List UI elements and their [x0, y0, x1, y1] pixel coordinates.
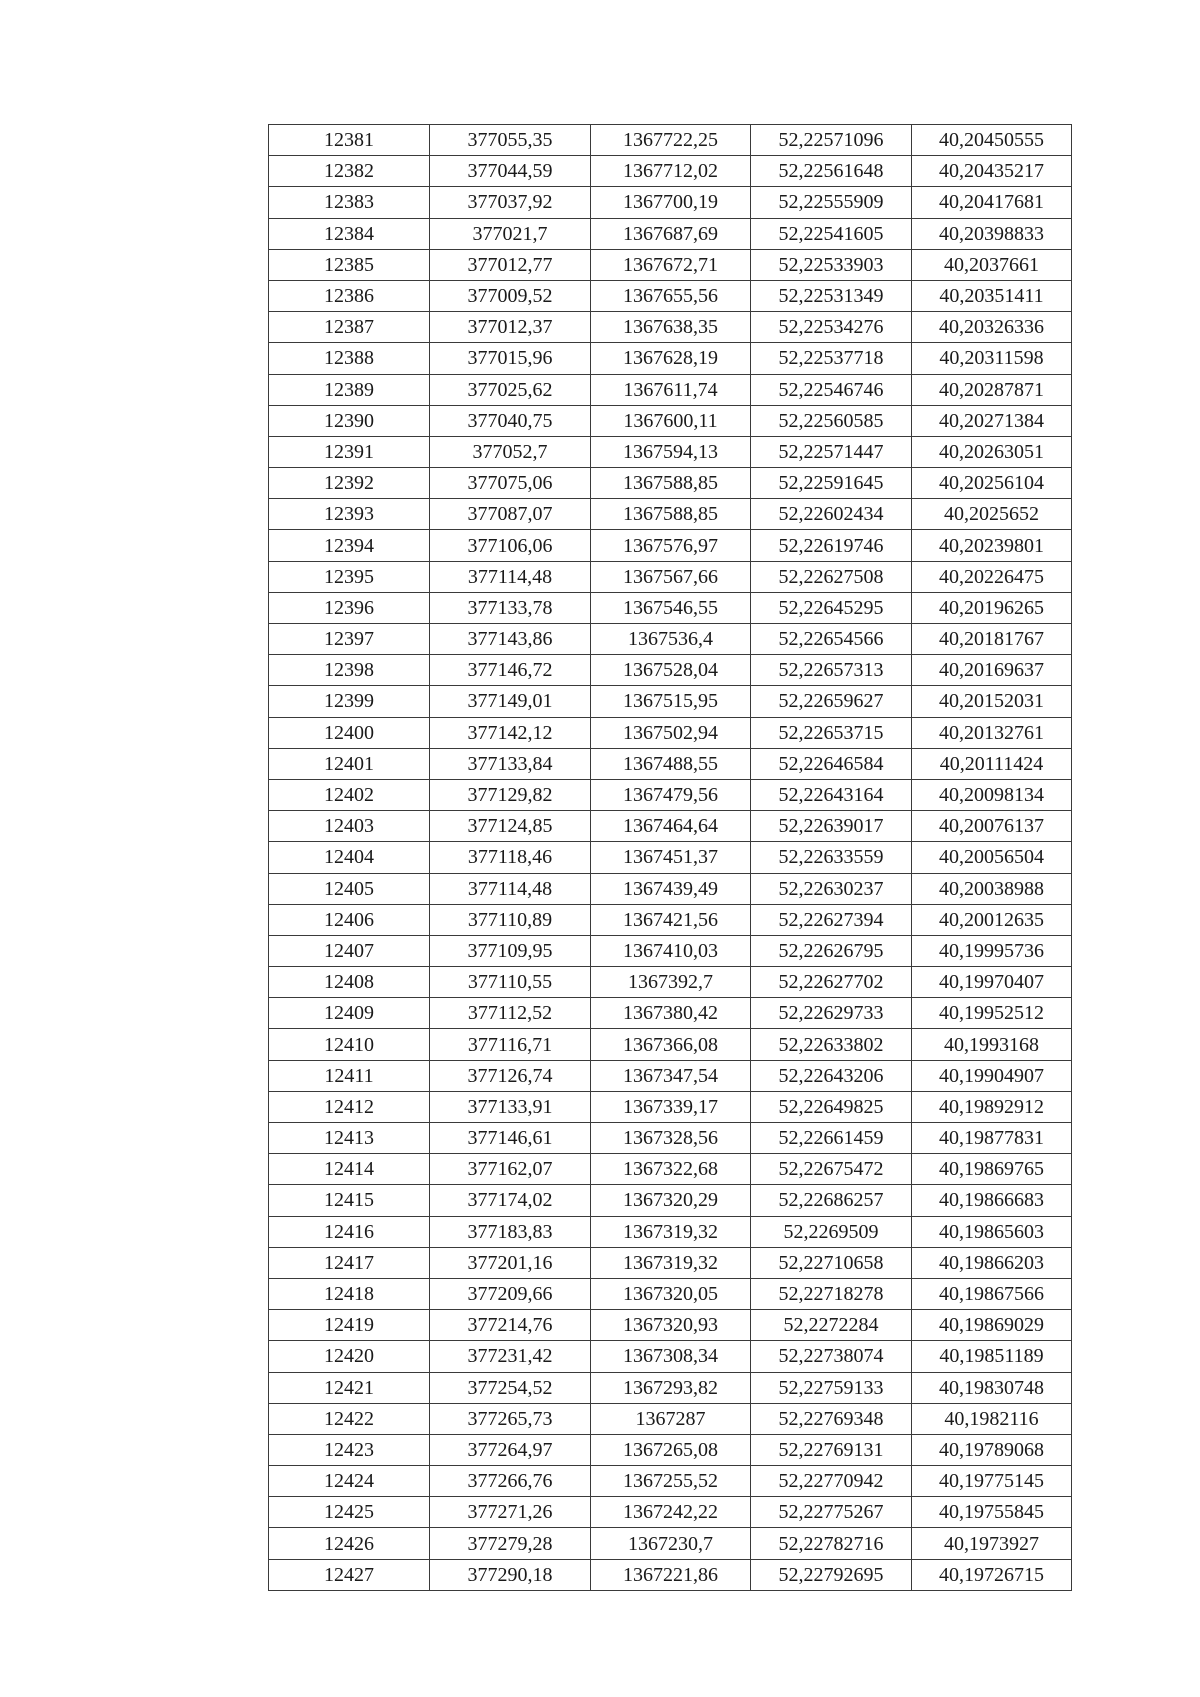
table-row — [269, 717, 1072, 748]
x-coordinate-cell: 377129,82 — [430, 779, 591, 810]
x-coordinate-cell: 377265,73 — [430, 1403, 591, 1434]
y-coordinate-cell: 1367320,05 — [591, 1278, 751, 1309]
x-coordinate-cell: 377114,48 — [430, 561, 591, 592]
table-row — [269, 967, 1072, 998]
y-coordinate-cell: 1367576,97 — [591, 530, 751, 561]
y-coordinate-cell: 1367255,52 — [591, 1466, 751, 1497]
longitude-cell: 40,20326336 — [912, 312, 1072, 343]
point-number-cell: 12406 — [269, 904, 430, 935]
longitude-cell: 40,19877831 — [912, 1123, 1072, 1154]
y-coordinate-cell: 1367588,85 — [591, 499, 751, 530]
coordinates-table — [268, 124, 1072, 1591]
longitude-cell: 40,20398833 — [912, 218, 1072, 249]
table-row — [269, 935, 1072, 966]
longitude-cell: 40,19866683 — [912, 1185, 1072, 1216]
latitude-cell: 52,22769348 — [751, 1403, 912, 1434]
longitude-cell: 40,19726715 — [912, 1559, 1072, 1590]
longitude-cell: 40,19970407 — [912, 967, 1072, 998]
latitude-cell: 52,22639017 — [751, 811, 912, 842]
table-row — [269, 312, 1072, 343]
latitude-cell: 52,22571447 — [751, 436, 912, 467]
longitude-cell: 40,19904907 — [912, 1060, 1072, 1091]
longitude-cell: 40,1982116 — [912, 1403, 1072, 1434]
latitude-cell: 52,22649825 — [751, 1091, 912, 1122]
table-row — [269, 842, 1072, 873]
y-coordinate-cell: 1367672,71 — [591, 249, 751, 280]
y-coordinate-cell: 1367567,66 — [591, 561, 751, 592]
y-coordinate-cell: 1367588,85 — [591, 468, 751, 499]
latitude-cell: 52,22782716 — [751, 1528, 912, 1559]
table-row — [269, 686, 1072, 717]
table-row — [269, 405, 1072, 436]
point-number-cell: 12420 — [269, 1341, 430, 1372]
latitude-cell: 52,22546746 — [751, 374, 912, 405]
latitude-cell: 52,22531349 — [751, 280, 912, 311]
x-coordinate-cell: 377040,75 — [430, 405, 591, 436]
latitude-cell: 52,22591645 — [751, 468, 912, 499]
point-number-cell: 12383 — [269, 187, 430, 218]
longitude-cell: 40,1973927 — [912, 1528, 1072, 1559]
point-number-cell: 12424 — [269, 1466, 430, 1497]
table-row — [269, 655, 1072, 686]
point-number-cell: 12408 — [269, 967, 430, 998]
x-coordinate-cell: 377264,97 — [430, 1434, 591, 1465]
latitude-cell: 52,22627702 — [751, 967, 912, 998]
y-coordinate-cell: 1367546,55 — [591, 592, 751, 623]
table-row — [269, 1123, 1072, 1154]
x-coordinate-cell: 377015,96 — [430, 343, 591, 374]
point-number-cell: 12388 — [269, 343, 430, 374]
y-coordinate-cell: 1367528,04 — [591, 655, 751, 686]
table-row — [269, 592, 1072, 623]
longitude-cell: 40,19865603 — [912, 1216, 1072, 1247]
latitude-cell: 52,22738074 — [751, 1341, 912, 1372]
latitude-cell: 52,22653715 — [751, 717, 912, 748]
y-coordinate-cell: 1367655,56 — [591, 280, 751, 311]
table-row — [269, 1185, 1072, 1216]
y-coordinate-cell: 1367230,7 — [591, 1528, 751, 1559]
point-number-cell: 12426 — [269, 1528, 430, 1559]
y-coordinate-cell: 1367439,49 — [591, 873, 751, 904]
latitude-cell: 52,22627394 — [751, 904, 912, 935]
y-coordinate-cell: 1367293,82 — [591, 1372, 751, 1403]
table-row — [269, 1528, 1072, 1559]
x-coordinate-cell: 377201,16 — [430, 1247, 591, 1278]
longitude-cell: 40,19869765 — [912, 1154, 1072, 1185]
x-coordinate-cell: 377279,28 — [430, 1528, 591, 1559]
x-coordinate-cell: 377052,7 — [430, 436, 591, 467]
longitude-cell: 40,20226475 — [912, 561, 1072, 592]
point-number-cell: 12409 — [269, 998, 430, 1029]
y-coordinate-cell: 1367322,68 — [591, 1154, 751, 1185]
point-number-cell: 12389 — [269, 374, 430, 405]
longitude-cell: 40,20271384 — [912, 405, 1072, 436]
point-number-cell: 12384 — [269, 218, 430, 249]
x-coordinate-cell: 377012,37 — [430, 312, 591, 343]
table-row — [269, 125, 1072, 156]
point-number-cell: 12421 — [269, 1372, 430, 1403]
longitude-cell: 40,20450555 — [912, 125, 1072, 156]
x-coordinate-cell: 377116,71 — [430, 1029, 591, 1060]
table-row — [269, 1466, 1072, 1497]
longitude-cell: 40,19995736 — [912, 935, 1072, 966]
point-number-cell: 12403 — [269, 811, 430, 842]
point-number-cell: 12427 — [269, 1559, 430, 1590]
table-row — [269, 1029, 1072, 1060]
table-row — [269, 1310, 1072, 1341]
point-number-cell: 12395 — [269, 561, 430, 592]
table-row — [269, 218, 1072, 249]
longitude-cell: 40,19867566 — [912, 1278, 1072, 1309]
point-number-cell: 12423 — [269, 1434, 430, 1465]
x-coordinate-cell: 377021,7 — [430, 218, 591, 249]
latitude-cell: 52,22560585 — [751, 405, 912, 436]
longitude-cell: 40,19775145 — [912, 1466, 1072, 1497]
point-number-cell: 12412 — [269, 1091, 430, 1122]
latitude-cell: 52,22561648 — [751, 156, 912, 187]
point-number-cell: 12415 — [269, 1185, 430, 1216]
latitude-cell: 52,22718278 — [751, 1278, 912, 1309]
y-coordinate-cell: 1367712,02 — [591, 156, 751, 187]
point-number-cell: 12413 — [269, 1123, 430, 1154]
point-number-cell: 12402 — [269, 779, 430, 810]
latitude-cell: 52,22626795 — [751, 935, 912, 966]
point-number-cell: 12393 — [269, 499, 430, 530]
latitude-cell: 52,22769131 — [751, 1434, 912, 1465]
longitude-cell: 40,20056504 — [912, 842, 1072, 873]
table-row — [269, 904, 1072, 935]
y-coordinate-cell: 1367421,56 — [591, 904, 751, 935]
point-number-cell: 12416 — [269, 1216, 430, 1247]
y-coordinate-cell: 1367287 — [591, 1403, 751, 1434]
point-number-cell: 12390 — [269, 405, 430, 436]
point-number-cell: 12400 — [269, 717, 430, 748]
x-coordinate-cell: 377174,02 — [430, 1185, 591, 1216]
x-coordinate-cell: 377143,86 — [430, 624, 591, 655]
longitude-cell: 40,19830748 — [912, 1372, 1072, 1403]
point-number-cell: 12391 — [269, 436, 430, 467]
x-coordinate-cell: 377044,59 — [430, 156, 591, 187]
point-number-cell: 12418 — [269, 1278, 430, 1309]
x-coordinate-cell: 377055,35 — [430, 125, 591, 156]
x-coordinate-cell: 377124,85 — [430, 811, 591, 842]
y-coordinate-cell: 1367536,4 — [591, 624, 751, 655]
longitude-cell: 40,20287871 — [912, 374, 1072, 405]
y-coordinate-cell: 1367319,32 — [591, 1247, 751, 1278]
latitude-cell: 52,22710658 — [751, 1247, 912, 1278]
x-coordinate-cell: 377133,84 — [430, 748, 591, 779]
x-coordinate-cell: 377142,12 — [430, 717, 591, 748]
table-row — [269, 1341, 1072, 1372]
point-number-cell: 12404 — [269, 842, 430, 873]
longitude-cell: 40,19789068 — [912, 1434, 1072, 1465]
x-coordinate-cell: 377133,91 — [430, 1091, 591, 1122]
longitude-cell: 40,20181767 — [912, 624, 1072, 655]
latitude-cell: 52,22686257 — [751, 1185, 912, 1216]
point-number-cell: 12381 — [269, 125, 430, 156]
longitude-cell: 40,20076137 — [912, 811, 1072, 842]
table-row — [269, 811, 1072, 842]
table-row — [269, 1434, 1072, 1465]
table-row — [269, 499, 1072, 530]
x-coordinate-cell: 377254,52 — [430, 1372, 591, 1403]
table-row — [269, 1216, 1072, 1247]
y-coordinate-cell: 1367464,64 — [591, 811, 751, 842]
x-coordinate-cell: 377290,18 — [430, 1559, 591, 1590]
longitude-cell: 40,19851189 — [912, 1341, 1072, 1372]
y-coordinate-cell: 1367687,69 — [591, 218, 751, 249]
point-number-cell: 12414 — [269, 1154, 430, 1185]
table-row — [269, 343, 1072, 374]
table-row — [269, 779, 1072, 810]
y-coordinate-cell: 1367320,93 — [591, 1310, 751, 1341]
table-row — [269, 561, 1072, 592]
x-coordinate-cell: 377149,01 — [430, 686, 591, 717]
y-coordinate-cell: 1367700,19 — [591, 187, 751, 218]
x-coordinate-cell: 377106,06 — [430, 530, 591, 561]
latitude-cell: 52,22646584 — [751, 748, 912, 779]
latitude-cell: 52,22792695 — [751, 1559, 912, 1590]
longitude-cell: 40,20417681 — [912, 187, 1072, 218]
table-row — [269, 1559, 1072, 1590]
x-coordinate-cell: 377025,62 — [430, 374, 591, 405]
x-coordinate-cell: 377146,61 — [430, 1123, 591, 1154]
x-coordinate-cell: 377009,52 — [430, 280, 591, 311]
table-row — [269, 998, 1072, 1029]
table-row — [269, 280, 1072, 311]
longitude-cell: 40,20435217 — [912, 156, 1072, 187]
longitude-cell: 40,20098134 — [912, 779, 1072, 810]
y-coordinate-cell: 1367515,95 — [591, 686, 751, 717]
y-coordinate-cell: 1367611,74 — [591, 374, 751, 405]
latitude-cell: 52,22571096 — [751, 125, 912, 156]
latitude-cell: 52,22602434 — [751, 499, 912, 530]
point-number-cell: 12392 — [269, 468, 430, 499]
point-number-cell: 12422 — [269, 1403, 430, 1434]
coordinates-table-body — [269, 125, 1072, 1591]
latitude-cell: 52,22643206 — [751, 1060, 912, 1091]
x-coordinate-cell: 377209,66 — [430, 1278, 591, 1309]
latitude-cell: 52,22534276 — [751, 312, 912, 343]
y-coordinate-cell: 1367451,37 — [591, 842, 751, 873]
latitude-cell: 52,22627508 — [751, 561, 912, 592]
x-coordinate-cell: 377087,07 — [430, 499, 591, 530]
latitude-cell: 52,22661459 — [751, 1123, 912, 1154]
longitude-cell: 40,20038988 — [912, 873, 1072, 904]
y-coordinate-cell: 1367392,7 — [591, 967, 751, 998]
table-row — [269, 468, 1072, 499]
point-number-cell: 12394 — [269, 530, 430, 561]
x-coordinate-cell: 377110,89 — [430, 904, 591, 935]
x-coordinate-cell: 377075,06 — [430, 468, 591, 499]
x-coordinate-cell: 377162,07 — [430, 1154, 591, 1185]
table-row — [269, 624, 1072, 655]
table-row — [269, 436, 1072, 467]
table-row — [269, 1497, 1072, 1528]
longitude-cell: 40,20256104 — [912, 468, 1072, 499]
y-coordinate-cell: 1367594,13 — [591, 436, 751, 467]
y-coordinate-cell: 1367366,08 — [591, 1029, 751, 1060]
longitude-cell: 40,2037661 — [912, 249, 1072, 280]
latitude-cell: 52,22555909 — [751, 187, 912, 218]
x-coordinate-cell: 377214,76 — [430, 1310, 591, 1341]
x-coordinate-cell: 377126,74 — [430, 1060, 591, 1091]
longitude-cell: 40,20012635 — [912, 904, 1072, 935]
y-coordinate-cell: 1367265,08 — [591, 1434, 751, 1465]
y-coordinate-cell: 1367320,29 — [591, 1185, 751, 1216]
point-number-cell: 12396 — [269, 592, 430, 623]
y-coordinate-cell: 1367380,42 — [591, 998, 751, 1029]
x-coordinate-cell: 377109,95 — [430, 935, 591, 966]
latitude-cell: 52,22633802 — [751, 1029, 912, 1060]
longitude-cell: 40,20239801 — [912, 530, 1072, 561]
latitude-cell: 52,22629733 — [751, 998, 912, 1029]
table-row — [269, 530, 1072, 561]
y-coordinate-cell: 1367600,11 — [591, 405, 751, 436]
latitude-cell: 52,22541605 — [751, 218, 912, 249]
latitude-cell: 52,22770942 — [751, 1466, 912, 1497]
longitude-cell: 40,1993168 — [912, 1029, 1072, 1060]
table-row — [269, 374, 1072, 405]
table-row — [269, 1091, 1072, 1122]
x-coordinate-cell: 377133,78 — [430, 592, 591, 623]
latitude-cell: 52,22533903 — [751, 249, 912, 280]
point-number-cell: 12407 — [269, 935, 430, 966]
latitude-cell: 52,22633559 — [751, 842, 912, 873]
y-coordinate-cell: 1367339,17 — [591, 1091, 751, 1122]
longitude-cell: 40,19869029 — [912, 1310, 1072, 1341]
point-number-cell: 12411 — [269, 1060, 430, 1091]
point-number-cell: 12405 — [269, 873, 430, 904]
latitude-cell: 52,22645295 — [751, 592, 912, 623]
latitude-cell: 52,2272284 — [751, 1310, 912, 1341]
table-row — [269, 1278, 1072, 1309]
y-coordinate-cell: 1367502,94 — [591, 717, 751, 748]
x-coordinate-cell: 377271,26 — [430, 1497, 591, 1528]
y-coordinate-cell: 1367328,56 — [591, 1123, 751, 1154]
longitude-cell: 40,20351411 — [912, 280, 1072, 311]
latitude-cell: 52,22630237 — [751, 873, 912, 904]
latitude-cell: 52,22659627 — [751, 686, 912, 717]
y-coordinate-cell: 1367221,86 — [591, 1559, 751, 1590]
x-coordinate-cell: 377110,55 — [430, 967, 591, 998]
x-coordinate-cell: 377231,42 — [430, 1341, 591, 1372]
table-row — [269, 249, 1072, 280]
x-coordinate-cell: 377012,77 — [430, 249, 591, 280]
y-coordinate-cell: 1367347,54 — [591, 1060, 751, 1091]
point-number-cell: 12401 — [269, 748, 430, 779]
y-coordinate-cell: 1367242,22 — [591, 1497, 751, 1528]
point-number-cell: 12382 — [269, 156, 430, 187]
table-row — [269, 748, 1072, 779]
latitude-cell: 52,22643164 — [751, 779, 912, 810]
y-coordinate-cell: 1367319,32 — [591, 1216, 751, 1247]
latitude-cell: 52,2269509 — [751, 1216, 912, 1247]
x-coordinate-cell: 377183,83 — [430, 1216, 591, 1247]
x-coordinate-cell: 377118,46 — [430, 842, 591, 873]
table-row — [269, 1154, 1072, 1185]
point-number-cell: 12410 — [269, 1029, 430, 1060]
x-coordinate-cell: 377266,76 — [430, 1466, 591, 1497]
y-coordinate-cell: 1367488,55 — [591, 748, 751, 779]
longitude-cell: 40,20152031 — [912, 686, 1072, 717]
longitude-cell: 40,20132761 — [912, 717, 1072, 748]
longitude-cell: 40,20196265 — [912, 592, 1072, 623]
longitude-cell: 40,20263051 — [912, 436, 1072, 467]
point-number-cell: 12419 — [269, 1310, 430, 1341]
table-row — [269, 1247, 1072, 1278]
table-row — [269, 156, 1072, 187]
x-coordinate-cell: 377114,48 — [430, 873, 591, 904]
point-number-cell: 12397 — [269, 624, 430, 655]
longitude-cell: 40,20169637 — [912, 655, 1072, 686]
y-coordinate-cell: 1367479,56 — [591, 779, 751, 810]
point-number-cell: 12399 — [269, 686, 430, 717]
latitude-cell: 52,22775267 — [751, 1497, 912, 1528]
table-row — [269, 187, 1072, 218]
latitude-cell: 52,22619746 — [751, 530, 912, 561]
point-number-cell: 12417 — [269, 1247, 430, 1278]
latitude-cell: 52,22657313 — [751, 655, 912, 686]
longitude-cell: 40,19866203 — [912, 1247, 1072, 1278]
point-number-cell: 12398 — [269, 655, 430, 686]
point-number-cell: 12386 — [269, 280, 430, 311]
y-coordinate-cell: 1367628,19 — [591, 343, 751, 374]
x-coordinate-cell: 377146,72 — [430, 655, 591, 686]
table-row — [269, 1372, 1072, 1403]
longitude-cell: 40,19755845 — [912, 1497, 1072, 1528]
longitude-cell: 40,20311598 — [912, 343, 1072, 374]
latitude-cell: 52,22537718 — [751, 343, 912, 374]
longitude-cell: 40,20111424 — [912, 748, 1072, 779]
point-number-cell: 12385 — [269, 249, 430, 280]
y-coordinate-cell: 1367410,03 — [591, 935, 751, 966]
longitude-cell: 40,19892912 — [912, 1091, 1072, 1122]
y-coordinate-cell: 1367722,25 — [591, 125, 751, 156]
table-row — [269, 873, 1072, 904]
point-number-cell: 12387 — [269, 312, 430, 343]
table-row — [269, 1403, 1072, 1434]
x-coordinate-cell: 377037,92 — [430, 187, 591, 218]
x-coordinate-cell: 377112,52 — [430, 998, 591, 1029]
y-coordinate-cell: 1367638,35 — [591, 312, 751, 343]
latitude-cell: 52,22654566 — [751, 624, 912, 655]
longitude-cell: 40,2025652 — [912, 499, 1072, 530]
point-number-cell: 12425 — [269, 1497, 430, 1528]
table-row — [269, 1060, 1072, 1091]
latitude-cell: 52,22675472 — [751, 1154, 912, 1185]
latitude-cell: 52,22759133 — [751, 1372, 912, 1403]
longitude-cell: 40,19952512 — [912, 998, 1072, 1029]
y-coordinate-cell: 1367308,34 — [591, 1341, 751, 1372]
